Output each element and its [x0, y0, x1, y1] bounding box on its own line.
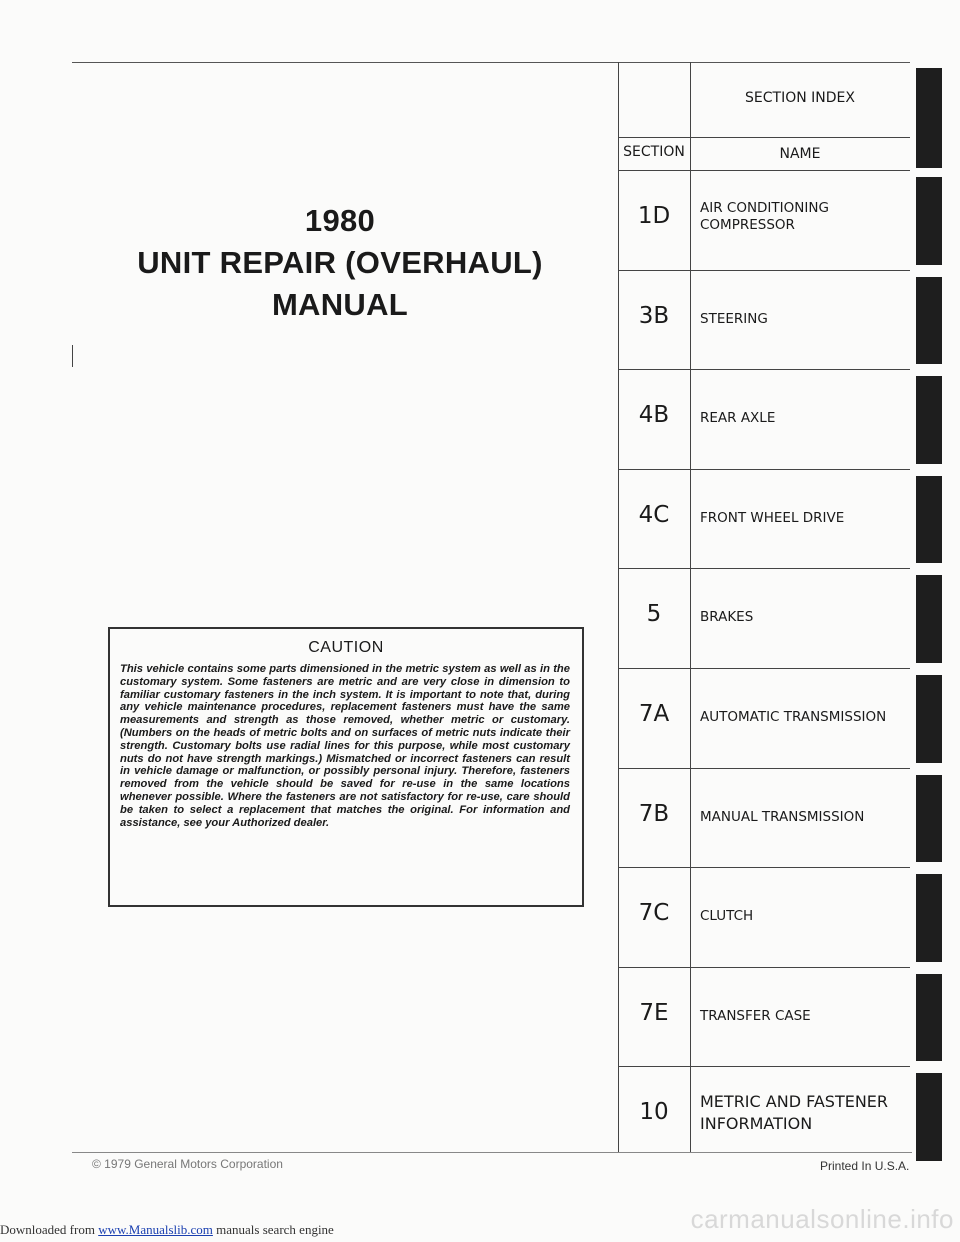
index-row	[618, 171, 910, 271]
manual-title	[110, 200, 570, 326]
index-row	[618, 470, 910, 570]
section-code: 5	[646, 601, 662, 628]
index-column-headers	[618, 138, 910, 171]
section-edge-tab	[916, 775, 942, 863]
section-edge-tab	[916, 177, 942, 265]
section-edge-tab	[916, 476, 942, 564]
printed-in: Printed In U.S.A.	[820, 1159, 910, 1173]
section-name: METRIC AND FASTENER INFORMATION	[700, 1092, 889, 1134]
section-edge-tab	[916, 575, 942, 663]
section-name: REAR AXLE	[700, 410, 776, 427]
index-edge-tab	[916, 68, 942, 168]
section-name: MANUAL TRANSMISSION	[700, 808, 865, 825]
watermark: carmanualsonline.info	[690, 1204, 954, 1234]
section-name: AUTOMATIC TRANSMISSION	[700, 709, 887, 725]
index-row	[618, 868, 910, 968]
index-row	[618, 569, 910, 669]
section-name: CLUTCH	[700, 908, 754, 925]
index-header	[618, 62, 910, 138]
caution-box	[108, 627, 584, 907]
column-name: NAME	[779, 146, 821, 162]
section-edge-tab	[916, 874, 942, 962]
section-code: 10	[639, 1099, 669, 1126]
index-row	[618, 271, 910, 371]
download-prefix: Downloaded from	[0, 1222, 99, 1237]
section-name: FRONT WHEEL DRIVE	[700, 509, 845, 526]
column-section: SECTION	[623, 144, 685, 160]
title-main: UNIT REPAIR (OVERHAUL)	[137, 245, 543, 280]
caution-text: This vehicle contains some parts dimensioned in the metric system as well as in the customary system. Some fasteners are metric and are very close in dimension to familiar customary fasteners in the inch system. It is important to note that, during any vehicle maintenance procedures, replacement fasteners must have the same measurements and strength as those removed, whether metric or customary. (Numbers on the heads of metric bolts and on surfaces of metric nuts indicate their strength. Customary bolts use radial lines for this purpose, while most customary nuts do not have strength markings.) Mismatched or incorrect fasteners can result in vehicle damage or malfunction, or possibly personal injury. Therefore, fasteners removed from the vehicle should be saved for re-use in the same locations whenever possible. Where the fasteners are not satisfactory for re-use, care should be taken to select a replacement that matches the original. For information and assistance, see your Authorized dealer.	[120, 663, 570, 829]
section-name: BRAKES	[700, 609, 754, 626]
section-code: 7A	[638, 701, 670, 727]
download-suffix: manuals search engine	[212, 1222, 334, 1237]
index-row	[618, 968, 910, 1068]
index-row	[618, 769, 910, 869]
section-code: 7E	[639, 999, 669, 1026]
caution-heading: CAUTION	[308, 639, 384, 656]
section-code: 7C	[638, 900, 670, 927]
section-name: AIR CONDITIONING COMPRESSOR	[700, 200, 829, 233]
section-edge-tab	[916, 974, 942, 1062]
section-code: 3B	[638, 302, 670, 329]
section-name: STEERING	[700, 310, 768, 327]
index-title: SECTION INDEX	[745, 90, 855, 106]
margin-mark	[72, 345, 73, 367]
section-edge-tab	[916, 376, 942, 464]
section-index	[618, 62, 910, 1152]
copyright: © 1979 General Motors Corporation	[92, 1157, 283, 1171]
section-code: 4C	[638, 501, 670, 528]
section-edge-tab	[916, 675, 942, 763]
section-edge-tab	[916, 1073, 942, 1161]
section-code: 7B	[638, 800, 670, 827]
section-code: 4B	[638, 402, 670, 429]
manualslib-link[interactable]: www.Manualslib.com	[98, 1222, 213, 1237]
section-edge-tab	[916, 277, 942, 365]
section-name: TRANSFER CASE	[700, 1007, 811, 1024]
title-manual: MANUAL	[271, 287, 409, 322]
index-row	[618, 669, 910, 769]
section-code: 1D	[637, 203, 671, 229]
title-year: 1980	[304, 203, 376, 238]
index-row	[618, 370, 910, 470]
footer-rule	[72, 1152, 912, 1153]
